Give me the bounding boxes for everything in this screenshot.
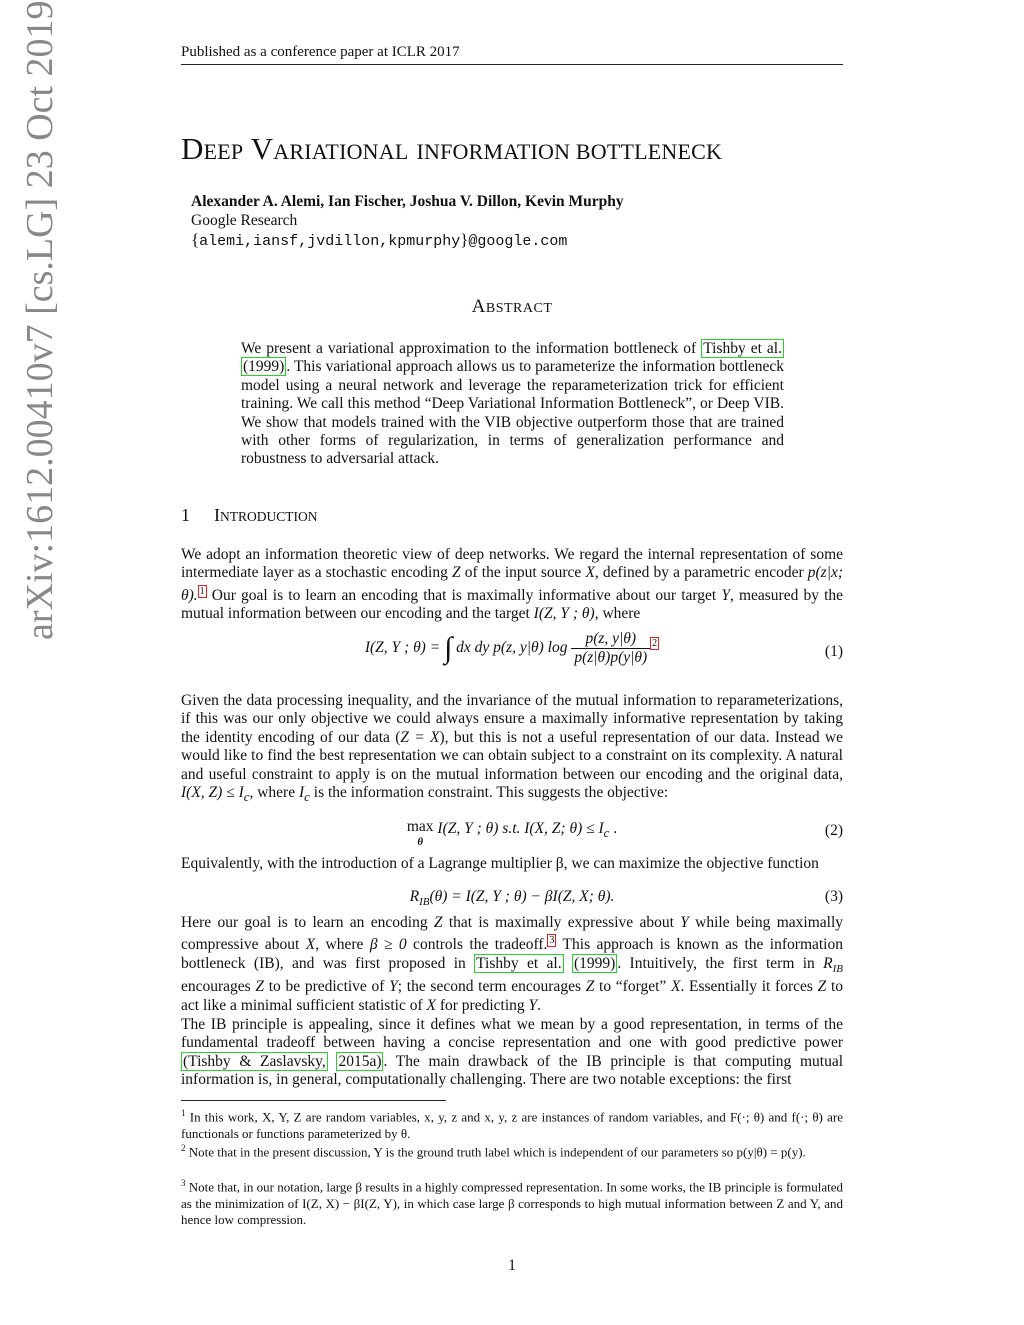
affiliation: Google Research: [191, 212, 298, 229]
intro-paragraph-4: Here our goal is to learn an encoding Z that is maximally expressive about Y while being maximally compressive about X, where β ≥ 0 controls the tradeoff. $^3$ This approach is known as the information bottleneck (IB), and was first proposed in Tishby et al. (1999) . Intuitively, the first term in $R_{IB}$ encourages Z to be predictive of Y; the second term encourages Z to “forget” X. Essentially it forces Z to act like a minimal sufficient statistic of X for predicting Y.: [181, 914, 844, 1014]
citation-year-link[interactable]: 2015a): [338, 1052, 382, 1070]
footnote-2-link[interactable]: 2: [652, 637, 658, 649]
header-rule: [181, 64, 843, 65]
equation-1-label: (1): [824, 643, 843, 660]
citation-year-link[interactable]: (1999): [573, 954, 616, 972]
equation-3-label: (3): [824, 888, 843, 905]
footnote-1: $^1$ In this work, X, Y, Z are random variables, x, y, z and x, y, z are instances of random variables, and F(·; θ) and f(·; θ) are functionals or functions parameterized by θ.: [181, 1108, 843, 1141]
intro-paragraph-5: The IB principle is appealing, since it defines what we mean by a good representation, in terms of the fundamental tradeoff between having a concise representation and one with good predictive power (Tishby & Zaslavsky, 2015a) . The main drawback of the IB principle is that computing mutual information is, in general, computationally challenging. There are two notable exceptions: the first: [181, 1016, 844, 1089]
arxiv-stamp: arXiv:1612.00410v7 [cs.LG] 23 Oct 2019: [19, 0, 61, 640]
intro-paragraph-1: We adopt an information theoretic view of deep networks. We regard the internal representation of some intermediate layer as a stochastic encoding Z of the input source X, defined by a parametric encoder p(z|x; θ). $^1$ Our goal is to learn an encoding that is maximally informative about our target Y, measured by the mutual information between our encoding and the target I(Z, Y ; θ), where: [181, 546, 844, 623]
email-line: {alemi,iansf,jvdillon,kpmurphy}@google.com: [191, 230, 568, 250]
footnote-rule: [181, 1100, 446, 1101]
running-header: Published as a conference paper at ICLR 2017: [181, 44, 460, 60]
citation-link[interactable]: Tishby et al.: [476, 954, 562, 972]
citation-link[interactable]: Tishby et al.: [703, 340, 782, 357]
paper-title: DEEP VARIATIONAL INFORMATION BOTTLENECK: [181, 131, 723, 166]
equation-1: I(Z, Y ; θ) = ∫ dx dy p(z, y|θ) log $\frac{p(z, y|\theta)}{p(z|\theta)p(y|\theta)}$ $^2$ (1): [364, 630, 843, 666]
page-number: 1: [508, 1257, 516, 1274]
equation-2-label: (2): [824, 822, 843, 839]
footnote-3: $^3$ Note that, in our notation, large β results in a highly compressed representation. In some works, the IB principle is formulated as the minimization of I(Z, X) − βI(Z, Y), in which case large β corresponds to high mutual information between Z and Y, and hence low compression.: [181, 1178, 843, 1228]
intro-paragraph-3: Equivalently, with the introduction of a Lagrange multiplier β, we can maximize the objective function: [181, 855, 819, 872]
abstract-heading: ABSTRACT: [471, 296, 553, 317]
equation-3: $R_{IB}(\theta) = I(Z$, Y ; θ) − βI(Z, X; θ). (3): [409, 888, 843, 909]
abstract-body: We present a variational approximation to the information bottleneck of Tishby et al. (1999) . This variational approach allows us to parameterize the information bottleneck model using a neural network and leverage the reparameterization trick for efficient training. We call this method “Deep Variational Information Bottleneck”, or Deep VIB. We show that models trained with the VIB objective outperform those that are trained with other forms of regularization, in terms of generalization performance and robustness to adversarial attack.: [241, 340, 784, 468]
footnote-2: $^2$ Note that in the present discussion, Y is the ground truth label which is independent of our parameters so p(y|θ) = p(y).: [181, 1143, 806, 1160]
footnote-1-link[interactable]: 1: [199, 585, 205, 597]
equation-2: max θ I(Z, Y ; θ) s.t. I(X, Z; $\theta) \le I_c$ . (2): [406, 818, 843, 848]
footnote-3-link[interactable]: 3: [549, 935, 555, 947]
intro-paragraph-2: Given the data processing inequality, and the invariance of the mutual information to reparameterizations, if this was our only objective we could always ensure a maximally informative representation by taking the identity encoding of our data (Z = X), but this is not a useful representation of our data. Instead we would like to find the best representation we can obtain subject to a constraint on its complexity. A natural and useful constraint to apply is on the mutual information between our encoding and the original data, I(X, $Z) \le I_c$, where $I_c$ is the information constraint. This suggests the objective:: [181, 692, 843, 805]
citation-link[interactable]: (Tishby & Zaslavsky,: [183, 1052, 326, 1070]
citation-year-link[interactable]: (1999): [243, 358, 285, 376]
section-heading-introduction: 1 INTRODUCTION: [181, 505, 318, 525]
author-list: Alexander A. Alemi, Ian Fischer, Joshua V. Dillon, Kevin Murphy: [191, 193, 624, 210]
